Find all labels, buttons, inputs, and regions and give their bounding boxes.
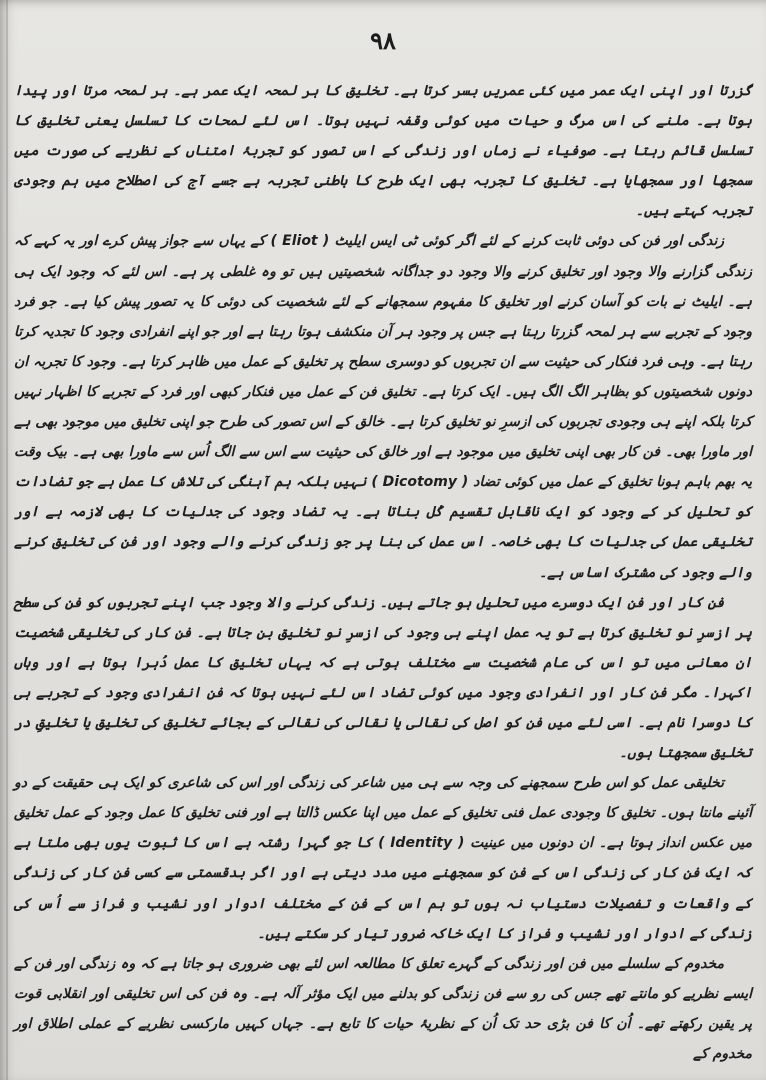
paragraph-3: فن کار اور فن ایک دوسرے میں تحلیل ہو جاتے ہیں۔ زندگی کرنے والا وجود جب اپنے تجربوں کو فن کی سطح پر ازسرِ نو تخلیق کرتا ہے تو یہ عمل اپنے ہی وجود کی ازسرِ نو تخلیق بن جاتا ہے۔ فن کار کی تخلیقی شخصیت ان معانی میں تو اس کی عام شخصیت سے مختلف ہوتی ہے کہ یہاں تخلیق کا عمل دُہرا ہوتا ہے اور وہاں اکہرا۔ مگر فن کار اور انفرادی وجود میں کوئی تضاد اس لئے نہیں ہوتا کہ فن انفرادی وجود کے تجربے ہی کا دوسرا نام ہے۔ اسی لئے میں فن کو اصل کی نقالی یا نقالی کی نقالی کے بجائے تخلیق کی تخلیق یا تخلیقِ در تخلیق سمجھتا ہوں۔ [14,594,752,762]
page-body [14,76,752,1072]
paragraph-4: تخلیقی عمل کو اس طرح سمجھنے کی وجہ سے ہی میں شاعر کی زندگی اور اس کی شاعری کو ایک ہی حقیقت کے دو آئینے مانتا ہوں۔ تخلیق کا وجودی عمل فنی تخلیق کے عمل میں اپنا عکس ڈالتا ہے اور فنی تخلیق کا عمل وجود کے عمل تخلیق میں عکس انداز ہوتا ہے۔ ان دونوں میں عینیت ( Identity ) کا جو گہرا رشتہ ہے اس کا ثبوت یوں بھی ملتا ہے کہ ایک فن کار کی زندگی اس کے فن کو سمجھنے میں مدد دیتی ہے اور اگر بدقسمتی سے کسی فن کار کی زندگی کے واقعات و تفصیلات دستیاب نہ ہوں تو ہم اس کے فن کے مختلف ادوار اور نشیب و فراز سے اُس کی زندگی کے ادوار اور نشیب و فراز کا ایک خاکہ ضرور تیار کر سکتے ہیں۔ [14,775,752,942]
page-crease [6,0,8,1080]
page-number: ۹۸ [370,26,396,55]
paragraph-2: زندگی اور فن کی دوئی ثابت کرنے کے لئے اگر کوئی ٹی ایس ایلیٹ ( Eliot ) کے یہاں سے جواز پیش کرے اور یہ کہے کہ زندگی گزارنے والا وجود اور تخلیق کرنے والا وجود دو جداگانہ شخصیتیں ہیں تو وہ غلطی پر ہے۔ اس لئے کہ وجود ایک ہی ہے۔ ایلیٹ نے بات کو آسان کرنے اور تخلیق کا مفہوم سمجھانے کے لئے شخصیت کی دوئی کا یہ تصور پیش کیا ہے۔ جو فرد وجود کے تجربے سے ہر لمحہ گزرتا رہتا ہے جس پر وجود ہر آن منکشف ہوتا رہتا ہے اور جو اپنے انفرادی وجود کا تجدیہ کرتا رہتا ہے۔ وہی فرد فنکار کی حیثیت سے ان تجربوں کو دوسری سطح پر تخلیق کے عمل میں ظاہر کرتا ہے۔ وجود کا تجربہ ان دونوں شخصیتوں کو بظاہر الگ الگ ہیں۔ ایک کرتا ہے۔ تخلیق فن کے عمل میں فنکار کبھی اور فرد کے تجربے کا اظہار نہیں کرتا بلکہ اپنے ہی وجودی تجربوں کی ازسرِ نو تخلیق کرتا ہے۔ خالق کے اس تصور کی طرح جو اپنی تخلیق میں موجود بھی ہے اور ماورا بھی۔ فن کار بھی اپنی تخلیق میں موجود ہے اور خالق کی حیثیت سے اس سے الگ اُس سے ماورا بھی ہے۔ بیک وقت یہ بھم باہم ہونا تخلیق کے عمل میں کوئی تضاد ( Dicotomy ) نہیں بلکہ ہم آہنگی کی تلاش کا عمل ہے جو تضادات کو تحلیل کر کے وجود کو ایک ناقابل تقسیم کُل بناتا ہے۔ یہ تضاد وجود کی جدلیات کا بھی لازمہ ہے اور تخلیقی عمل کی جدلیات کا بھی خاصہ۔ اس عمل کی بنا پر جو زندگی کرنے والے وجود اور فن کی تخلیق کرنے والے وجود کی مشترک اساس ہے۔ [14,233,752,581]
paragraph-5: مخدوم کے سلسلے میں فن اور زندگی کے گہرے تعلق کا مطالعہ اس لئے بھی ضروری ہو جاتا ہے کہ وہ زندگی اور فن کے ایسے نظریے کو مانتے تھے جس کی رو سے فن زندگی کو بدلنے میں ایک مؤثر آلہ ہے۔ وہ فن کی اس تخلیقی اور انقلابی قوت پر یقین رکھتے تھے۔ اُن کا فن بڑی حد تک اُن کے نظریۂ حیات کا تابع ہے۔ جہاں کہیں مارکسی نظریے کے عملی اطلاق اور مخدوم کے [14,955,752,1062]
paragraph-1: گزرتا اور اپنی ایک عمر میں کئی عمریں بسر کرتا ہے۔ تخلیق کا ہر لمحہ ایک عمر ہے۔ ہر لمحہ مرتا اور پیدا ہوتا ہے۔ ملنے کی اس مرگ و حیات میں کوئی وقفہ نہیں ہوتا۔ اس لئے لمحات کا تسلسل یعنی تخلیق کا تسلسل قائم رہتا ہے۔ صوفیاء نے زماں اور زندگی کے اس تصور کو تجربۂ امتناں کے نظریے کی صورت میں سمجھا اور سمجھایا ہے۔ تخلیق کا تجربہ بھی ایک طرح کا باطنی تجربہ ہے جسے آج کی اصطلاح میں ہم وجودی تجربہ کہتے ہیں۔ [14,83,752,220]
